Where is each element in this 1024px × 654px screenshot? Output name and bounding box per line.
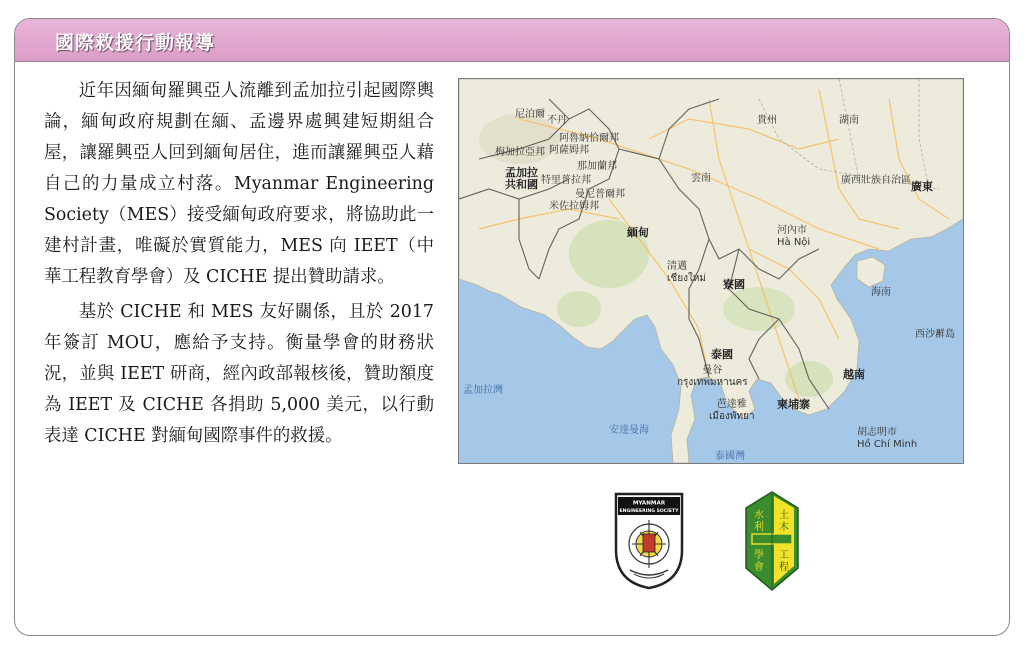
map-label-chiangmai: 清邁 เชียงใหม่: [667, 261, 707, 284]
map-label-nagaland: 那加蘭邦: [577, 161, 617, 172]
map-label-vietnam: 越南: [843, 368, 865, 381]
article-body: [44, 76, 434, 456]
ciche-logo-char-7: 工: [779, 550, 789, 561]
ciche-logo-char-8: 程: [779, 562, 789, 573]
map-label-hanoi: 河內市 Hà Nội: [777, 225, 811, 248]
map-label-hcmc: 胡志明市 Hồ Chí Minh: [857, 427, 918, 450]
section-header: [15, 19, 1009, 62]
mes-logo-bottom-text: ENGINEERING SOCIETY: [619, 509, 679, 514]
ciche-logo-char-1: 水: [754, 510, 764, 521]
map-label-guizhou: 貴州: [757, 115, 777, 126]
mes-logo-top-text: MYANMAR: [632, 500, 666, 507]
map-label-tripura: 特里普拉邦: [541, 175, 591, 186]
mes-logo: [612, 490, 686, 590]
map-label-arunachal: 阿魯納恰爾邦: [559, 133, 619, 144]
ciche-logo-char-2: 利: [754, 522, 764, 533]
article-paragraph-1: 近年因緬甸羅興亞人流離到孟加拉引起國際輿論，緬甸政府規劃在緬、孟邊界處興建短期組合屋，讓羅興亞人回到緬甸居住，進而讓羅興亞人藉自己的力量成立村落。Myanmar Engineering Society（MES）接受緬甸政府要求，將協助此一建村計畫，唯礙於實質能力，MES 向 IEET（中華工程教育學會）及 CICHE 提出贊助請求。: [44, 81, 434, 287]
ciche-logo-char-3: 土: [779, 510, 789, 521]
map-label-mizoram: 米佐拉姆邦: [549, 201, 599, 212]
map-label-guangxi: 廣西壯族自治區: [841, 175, 911, 186]
ciche-logo-char-6: 會: [754, 562, 764, 573]
map-label-bangladesh: 孟加拉 共和國: [505, 166, 538, 191]
southeast-asia-map: [458, 78, 964, 464]
map-label-yunnan: 雲南: [691, 173, 711, 184]
map-label-andaman-sea: 安達曼海: [609, 425, 649, 436]
map-label-nepal: 尼泊爾: [515, 109, 545, 120]
ciche-logo: [744, 490, 800, 592]
map-label-bangkok: 曼谷 กรุงเทพมหานคร: [677, 365, 748, 388]
ciche-logo-char-4: 木: [779, 522, 789, 533]
ciche-logo-char-5: 學: [754, 550, 764, 561]
map-label-paracel: 西沙群島: [915, 329, 955, 340]
map-label-gulf-of-thailand: 泰國灣: [715, 451, 745, 462]
map-label-cambodia: 柬埔寨: [777, 398, 810, 411]
map-label-manipur: 曼尼普爾邦: [575, 189, 625, 200]
map-label-laos: 寮國: [723, 278, 745, 291]
map-label-guangdong: 廣東: [911, 180, 933, 193]
section-title: 國際救援行動報導: [55, 32, 216, 54]
map-label-thailand: 泰國: [711, 348, 733, 361]
map-label-hainan: 海南: [871, 287, 891, 298]
map-label-pattaya: 芭達雅 เมืองพัทยา: [709, 399, 755, 422]
map-label-myanmar: 緬甸: [627, 226, 649, 239]
map-label-hunan: 湖南: [839, 115, 859, 126]
map-label-assam: 阿薩姆邦: [549, 145, 589, 156]
map-label-bay-of-bengal: 孟加拉灣: [463, 385, 503, 396]
article-paragraph-2: 基於 CICHE 和 MES 友好關係，且於 2017 年簽訂 MOU，應給予支持。衡量學會的財務狀況，並與 IEET 研商，經內政部報核後，贊助額度為 IEET 及 CICHE 各捐助 5,000 美元，以行動表達 CICHE 對緬甸國際事件的救援。: [44, 302, 434, 446]
map-label-meghalaya: 梅加拉亞邦: [495, 147, 545, 158]
map-label-bhutan: 不丹: [547, 115, 567, 126]
